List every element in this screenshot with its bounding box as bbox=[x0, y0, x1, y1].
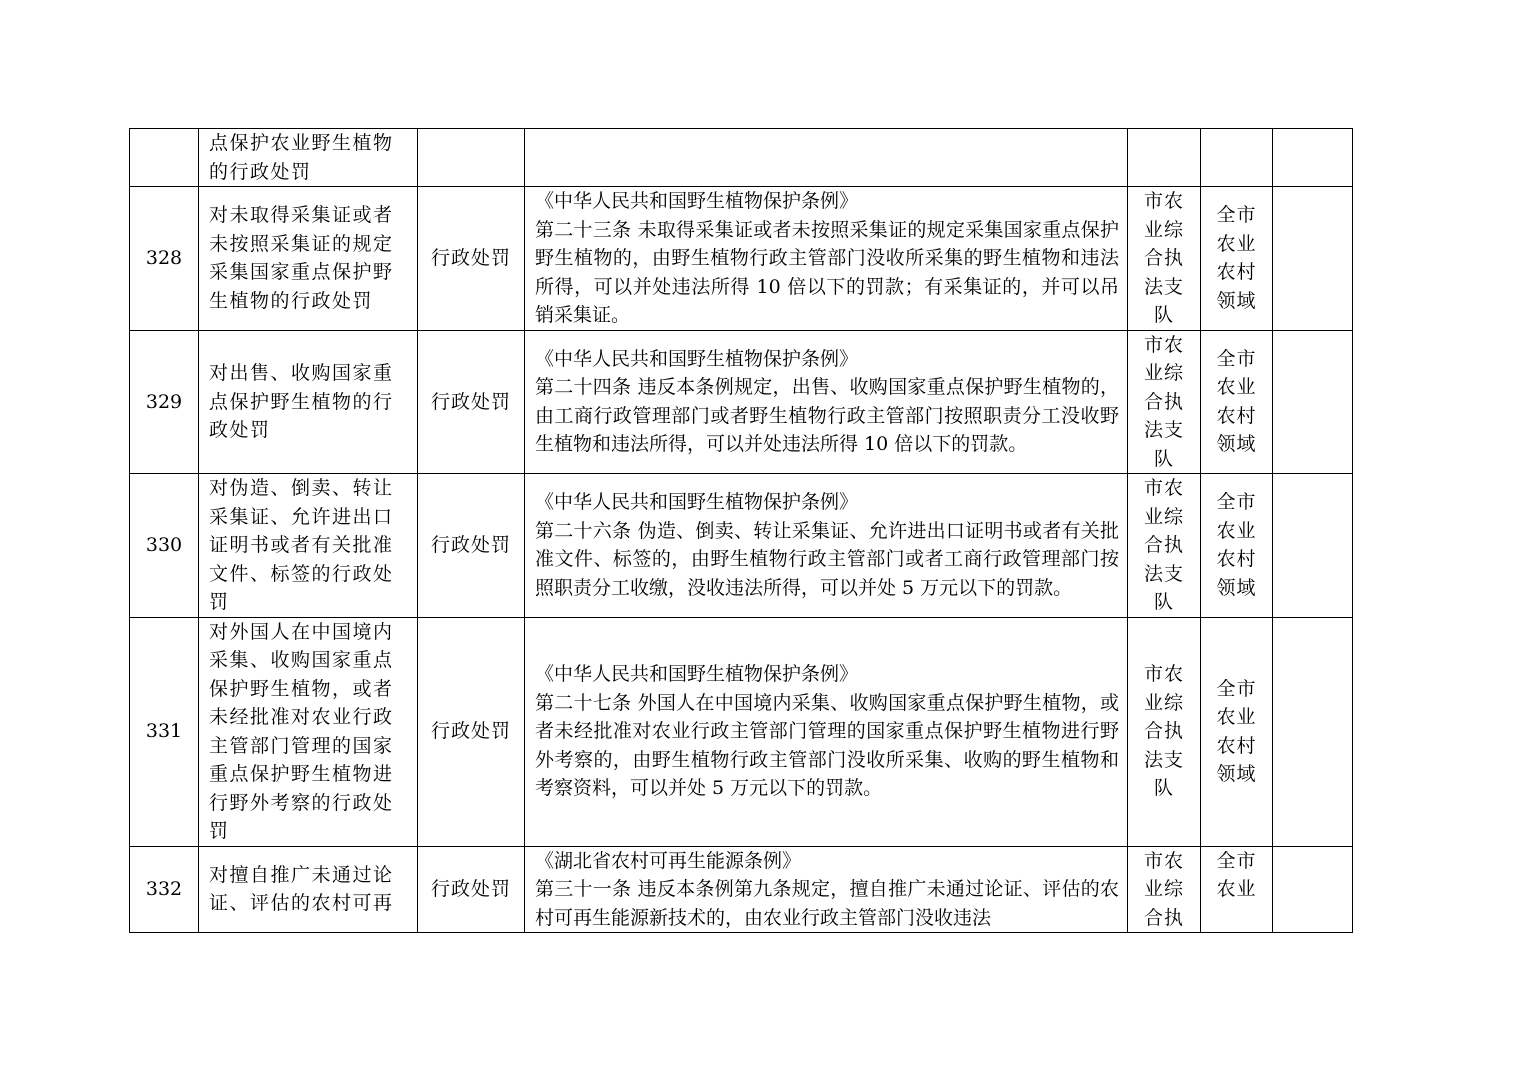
legal-basis-title: 《湖北省农村可再生能源条例》 bbox=[535, 849, 802, 872]
item-name-cell bbox=[199, 330, 418, 474]
scope-line: 农业 bbox=[1216, 376, 1257, 399]
table-row bbox=[130, 330, 1353, 474]
enforcement-dept-line: 业综 bbox=[1143, 362, 1184, 384]
enforcement-dept-cell bbox=[1128, 474, 1201, 618]
row-number: 332 bbox=[130, 846, 199, 933]
enforcement-dept-line: 业综 bbox=[1143, 691, 1184, 714]
enforcement-dept-line: 合执 bbox=[1143, 247, 1184, 269]
item-name: 点保护农业野生植物的行政处罚 bbox=[209, 132, 394, 183]
scope-cell bbox=[1201, 474, 1273, 618]
enforcement-dept-line: 队 bbox=[1153, 304, 1174, 326]
enforcement-dept-line: 法支 bbox=[1143, 562, 1184, 585]
table-row bbox=[130, 617, 1353, 846]
enforcement-dept-line: 合执 bbox=[1143, 390, 1184, 413]
legal-basis-title: 《中华人民共和国野生植物保护条例》 bbox=[535, 190, 859, 212]
enforcement-dept-line: 合执 bbox=[1143, 906, 1184, 929]
remark-cell bbox=[1273, 474, 1353, 618]
scope-line: 农业 bbox=[1216, 878, 1257, 900]
item-name: 对擅自推广未通过论证、评估的农村可再 bbox=[209, 863, 394, 915]
legal-basis-title: 《中华人民共和国野生植物保护条例》 bbox=[535, 347, 859, 370]
legal-basis-text: 第三十一条 违反本条例第九条规定，擅自推广未通过论证、评估的农村可再生能源新技术的，由农业行政主管部门没收违法 bbox=[535, 878, 1119, 929]
legal-basis-text: 第二十四条 违反本条例规定，出售、收购国家重点保护野生植物的，由工商行政管理部门或者野生植物行政主管部门按照职责分工没收野生植物和违法所得，可以并处违法所得 10 倍以下的罚款。 bbox=[535, 376, 1119, 456]
enforcement-dept-line: 队 bbox=[1153, 777, 1174, 800]
remark-cell bbox=[1273, 129, 1353, 187]
enforcement-dept-line: 合执 bbox=[1143, 534, 1184, 556]
scope-line: 全市 bbox=[1216, 491, 1257, 514]
enforcement-dept-line: 法支 bbox=[1143, 419, 1184, 441]
enforcement-dept-line: 市农 bbox=[1143, 477, 1184, 499]
row-number: 330 bbox=[130, 474, 199, 618]
scope-line: 农村 bbox=[1216, 261, 1257, 284]
scope-line: 农村 bbox=[1216, 548, 1257, 571]
item-name: 对出售、收购国家重点保护野生植物的行政处罚 bbox=[209, 362, 394, 441]
item-name-cell bbox=[199, 129, 418, 187]
item-name: 对伪造、倒卖、转让采集证、允许进出口证明书或者有关批准文件、标签的行政处罚 bbox=[209, 477, 394, 613]
legal-basis-cell bbox=[525, 474, 1128, 618]
scope-line: 领域 bbox=[1216, 289, 1257, 312]
remark-cell bbox=[1273, 846, 1353, 933]
item-name: 对未取得采集证或者未按照采集证的规定采集国家重点保护野生植物的行政处罚 bbox=[209, 204, 394, 312]
scope-line: 领域 bbox=[1216, 576, 1257, 599]
scope-line: 农村 bbox=[1216, 734, 1257, 757]
table-row bbox=[130, 129, 1353, 187]
enforcement-dept-line: 市农 bbox=[1143, 333, 1184, 356]
enforcement-dept-line: 业综 bbox=[1143, 218, 1184, 241]
scope-cell bbox=[1201, 187, 1273, 331]
legal-basis-cell bbox=[525, 617, 1128, 846]
scope-line: 全市 bbox=[1216, 677, 1257, 700]
remark-cell bbox=[1273, 330, 1353, 474]
table-body bbox=[130, 129, 1353, 933]
penalty-type: 行政处罚 bbox=[418, 617, 525, 846]
scope-line: 农业 bbox=[1216, 232, 1257, 255]
table-row bbox=[130, 474, 1353, 618]
penalty-type: 行政处罚 bbox=[418, 330, 525, 474]
enforcement-dept-line: 队 bbox=[1153, 447, 1174, 470]
enforcement-dept-line: 合执 bbox=[1143, 720, 1184, 743]
item-name-cell bbox=[199, 474, 418, 618]
legal-basis-cell bbox=[525, 187, 1128, 331]
table-row bbox=[130, 187, 1353, 331]
scope-line: 领域 bbox=[1216, 433, 1257, 456]
scope-cell bbox=[1201, 129, 1273, 187]
row-number: 328 bbox=[130, 187, 199, 331]
scope-line: 农村 bbox=[1216, 404, 1257, 427]
scope-line: 全市 bbox=[1216, 204, 1257, 227]
scope-line: 全市 bbox=[1216, 347, 1257, 370]
item-name-cell bbox=[199, 617, 418, 846]
scope-cell bbox=[1201, 617, 1273, 846]
enforcement-dept-line: 市农 bbox=[1143, 663, 1184, 686]
legal-basis-text: 第二十七条 外国人在中国境内采集、收购国家重点保护野生植物，或者未经批准对农业行政主管部门管理的国家重点保护野生植物进行野外考察的，由野生植物行政主管部门没收所采集、收购的野生植物和考察资料，可以并处 5 万元以下的罚款。 bbox=[535, 691, 1119, 800]
penalty-type: 行政处罚 bbox=[418, 474, 525, 618]
scope-cell bbox=[1201, 330, 1273, 474]
penalty-type: 行政处罚 bbox=[418, 846, 525, 933]
item-name: 对外国人在中国境内采集、收购国家重点保护野生植物，或者未经批准对农业行政主管部门管理的国家重点保护野生植物进行野外考察的行政处罚 bbox=[209, 620, 394, 842]
item-name-cell bbox=[199, 846, 418, 933]
penalty-type: 行政处罚 bbox=[418, 187, 525, 331]
item-name-cell bbox=[199, 187, 418, 331]
remark-cell bbox=[1273, 617, 1353, 846]
legal-basis-text: 第二十六条 伪造、倒卖、转让采集证、允许进出口证明书或者有关批准文件、标签的，由野生植物行政主管部门或者工商行政管理部门按照职责分工收缴，没收违法所得，可以并处 5 万元以下的罚款。 bbox=[535, 519, 1119, 599]
remark-cell bbox=[1273, 187, 1353, 331]
enforcement-dept-cell bbox=[1128, 330, 1201, 474]
legal-basis-title: 《中华人民共和国野生植物保护条例》 bbox=[535, 663, 859, 686]
legal-basis-cell bbox=[525, 846, 1128, 933]
legal-basis-cell bbox=[525, 129, 1128, 187]
scope-line: 农业 bbox=[1216, 706, 1257, 728]
document-table bbox=[129, 128, 1353, 933]
table-row bbox=[130, 846, 1353, 933]
enforcement-dept-line: 队 bbox=[1153, 591, 1174, 613]
enforcement-dept-cell bbox=[1128, 129, 1201, 187]
enforcement-dept-cell bbox=[1128, 617, 1201, 846]
enforcement-dept-cell bbox=[1128, 846, 1201, 933]
row-number: 331 bbox=[130, 617, 199, 846]
penalty-type bbox=[418, 129, 525, 187]
scope-cell bbox=[1201, 846, 1273, 933]
scope-line: 全市 bbox=[1216, 849, 1257, 872]
enforcement-dept-line: 法支 bbox=[1143, 748, 1184, 771]
enforcement-dept-line: 市农 bbox=[1143, 849, 1184, 872]
enforcement-dept-line: 业综 bbox=[1143, 878, 1184, 900]
enforcement-dept-line: 业综 bbox=[1143, 505, 1184, 528]
enforcement-dept-cell bbox=[1128, 187, 1201, 331]
scope-line: 农业 bbox=[1216, 519, 1257, 542]
enforcement-dept-line: 法支 bbox=[1143, 275, 1184, 298]
legal-basis-text: 第二十三条 未取得采集证或者未按照采集证的规定采集国家重点保护野生植物的，由野生植物行政主管部门没收所采集的野生植物和违法所得，可以并处违法所得 10 倍以下的罚款；有采集证的，并可以吊销采集证。 bbox=[535, 218, 1119, 326]
row-number: 329 bbox=[130, 330, 199, 474]
legal-basis-title: 《中华人民共和国野生植物保护条例》 bbox=[535, 491, 859, 514]
row-number bbox=[130, 129, 199, 187]
enforcement-dept-line: 市农 bbox=[1143, 190, 1184, 212]
legal-basis-cell bbox=[525, 330, 1128, 474]
scope-line: 领域 bbox=[1216, 763, 1257, 785]
